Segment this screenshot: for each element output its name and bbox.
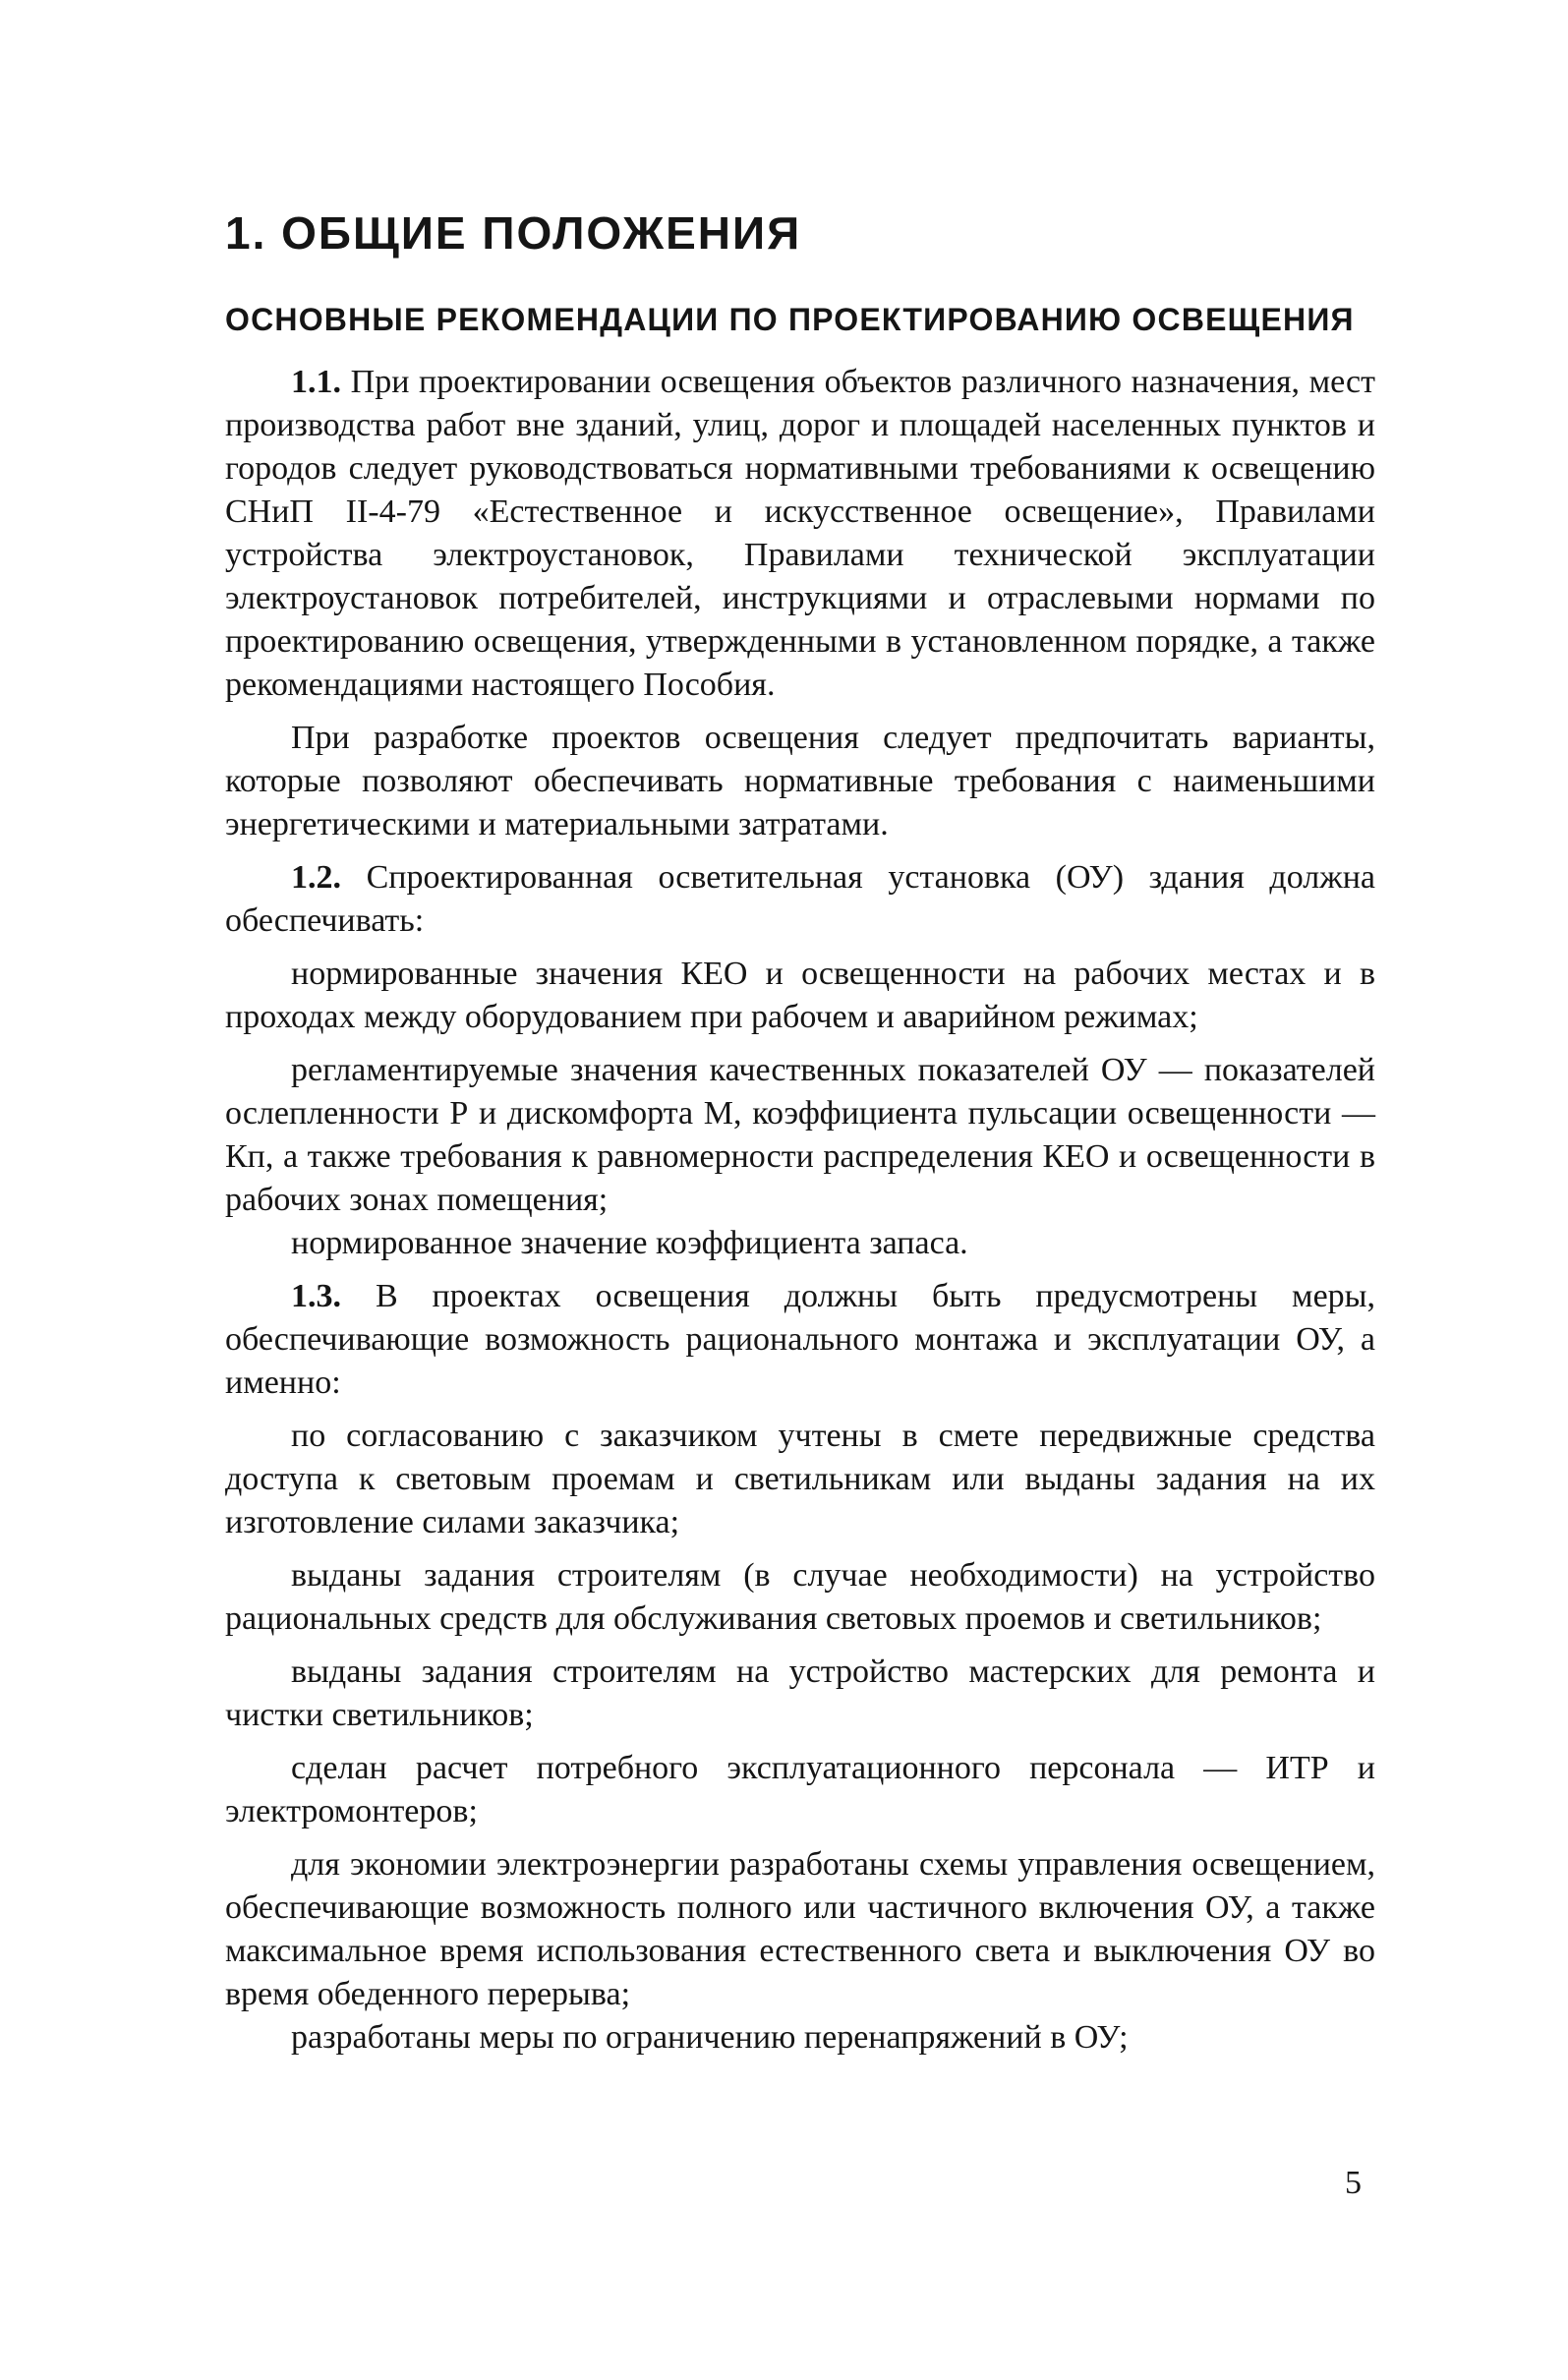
clause-number: 1.1.	[291, 364, 341, 401]
paragraph-text: При разработке проектов освещения следует предпочитать варианты, которые позволяют обеспечивать нормативные требования с наименьшими энергетическими и материальными затратами.	[225, 720, 1375, 843]
chapter-title: 1. ОБЩИЕ ПОЛОЖЕНИЯ	[225, 207, 802, 259]
section-title: ОСНОВНЫЕ РЕКОМЕНДАЦИИ ПО ПРОЕКТИРОВАНИЮ ОСВЕЩЕНИЯ	[225, 302, 1355, 338]
list-item: нормированное значение коэффициента запаса.	[291, 1225, 968, 1262]
paragraph-text: В проектах освещения должны быть предусмотрены меры, обеспечивающие возможность рационального монтажа и эксплуатации ОУ, а именно:	[225, 1278, 1376, 1402]
list-item: по согласованию с заказчиком учтены в смете передвижные средства доступа к световым проемам и светильникам или выданы задания на их изготовление силами заказчика;	[225, 1418, 1375, 1541]
paragraph-1-2	[225, 856, 1375, 943]
paragraph-text: При проектировании освещения объектов различного назначения, мест производства работ вне зданий, улиц, дорог и площадей населенных пунктов и городов следует руководствоваться нормативными требованиями к освещению СНиП II-4-79 «Естественное и искусственное освещение», Правилами устройства электроустановок, Правилами технической эксплуатации электроустановок потребителей, инструкциями и отраслевыми нормами по проектированию освещения, утвержденными в установленном порядке, а также рекомендациями настоящего Пособия.	[225, 364, 1375, 704]
list-item: регламентируемые значения качественных показателей ОУ — показателей ослепленности Р и дискомфорта М, коэффициента пульсации освещенности — Кп, а также требования к равномерности распределения КЕО и освещенности в рабочих зонах помещения;	[225, 1052, 1375, 1219]
clause-number: 1.3.	[291, 1278, 341, 1315]
page-content	[225, 206, 1375, 2060]
page-number: 5	[1345, 2165, 1362, 2201]
paragraph-text: Спроектированная осветительная установка (ОУ) здания должна обеспечивать:	[225, 859, 1376, 940]
list-item: выданы задания строителям (в случае необходимости) на устройство рациональных средств для обслуживания световых проемов и светильников;	[225, 1557, 1375, 1638]
clause-number: 1.2.	[291, 859, 341, 897]
list-item: для экономии электроэнергии разработаны схемы управления освещением, обеспечивающие возможность полного или частичного включения ОУ, а также максимальное время использования естественного света и выключения ОУ во время обеденного перерыва;	[225, 1846, 1375, 2013]
list-item: нормированные значения КЕО и освещенности на рабочих местах и в проходах между оборудованием при рабочем и аварийном режимах;	[225, 956, 1375, 1036]
list-item: разработаны меры по ограничению перенапряжений в ОУ;	[291, 2019, 1129, 2057]
paragraph-1-1-continued	[225, 717, 1375, 846]
list-item: выданы задания строителям на устройство мастерских для ремонта и чистки светильников;	[225, 1654, 1375, 1734]
paragraph-1-1	[225, 361, 1375, 707]
paragraph-1-3	[225, 1275, 1375, 1405]
list-item: сделан расчет потребного эксплуатационного персонала — ИТР и электромонтеров;	[225, 1750, 1375, 1830]
